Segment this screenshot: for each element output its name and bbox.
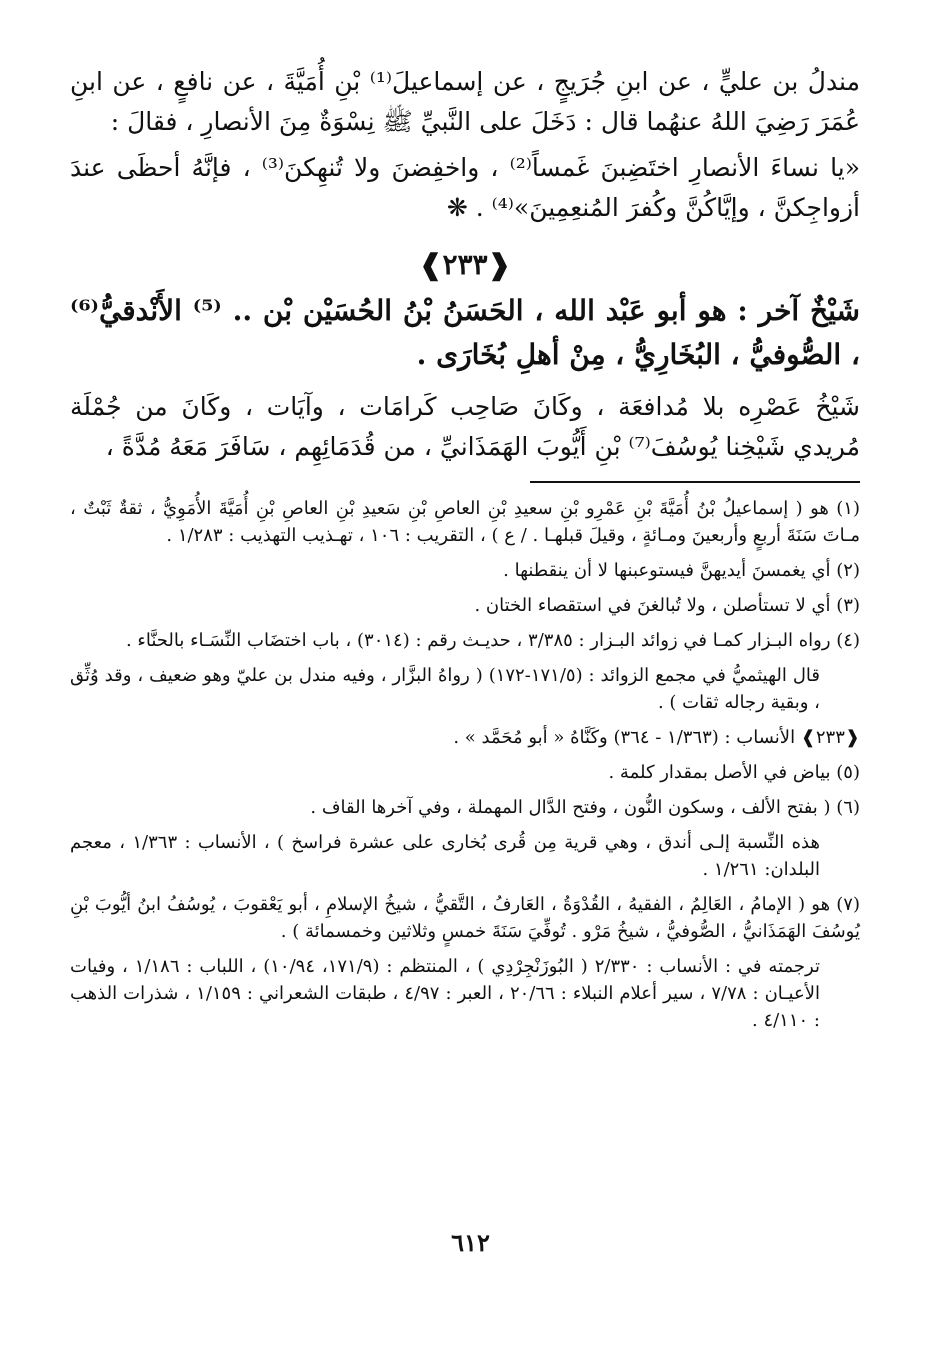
page-number: ٦١٢ xyxy=(451,1228,490,1257)
footnote-1: (١) هو ( إسماعيلُ بْنُ أُمَيَّةَ بْنِ عَمْرِو بْنِ سعيدِ بْنِ العاصِ بْنِ سَعيدِ بْنِ العاصِ بْنِ أُمَيَّةَ الأُمَوِيُّ ، ثقةٌ ثَبْتٌ ، مـاتَ سَنَةَ أربعٍ وأربعينَ ومـائةٍ ، وقيلَ قبلهـا . / ع ) ، التقريب : ١٠٦ ، تهـذيب التهذيب : ١/٢٨٣ . xyxy=(70,498,860,546)
footnote-6-continued: هذه النِّسبة إلـى أندق ، وهي قرية مِن قُرى بُخارى على عشرة فراسخ ) ، الأنساب : ١/٣٦٣ ، معجم البلدان: ١/٢٦١ . xyxy=(70,832,820,880)
entry-number: ❰٢٣٣❱ xyxy=(418,248,512,281)
hadith-chain-paragraph: مندلُ بن عليٍّ ، عن ابنِ جُرَيجٍ ، عن إسماعيلَ⁽¹⁾ بْنِ أُمَيَّةَ ، عن نافعٍ ، عن ابنِ عُمَرَ رَضِيَ اللهُ عنهُما قال : دَخَلَ على النَّبيِّ ﷺ نِسْوَةٌ مِنَ الأنصارِ ، فقالَ : xyxy=(70,67,860,136)
footnote-separator-wrap xyxy=(70,481,860,483)
footnotes xyxy=(70,495,860,1034)
footnote-3: (٣) أي لا تستأصلن ، ولا تُبالغنَ في استقصاء الختان . xyxy=(474,595,860,616)
entry-heading: شَيْخٌ آخر : هو أبو عَبْد الله ، الحَسَنُ بْنُ الحُسَيْن بْن .. ⁽⁵⁾ الأَنْدقيُّ⁽⁶⁾ ، الصُّوفيُّ ، البُخَارِيُّ ، مِنْ أهلِ بُخَارَى . xyxy=(70,294,860,371)
footnote-4-continued: قال الهيثميُّ في مجمع الزوائد : (١٧١/٥-١٧٢) ( رواهُ البزَّار ، وفيه مندل بن عليّ وهو ضعيف ، وقد وُثِّق ، وبقية رجاله ثقات ) . xyxy=(70,665,820,713)
footnote-6: (٦) ( بفتح الألف ، وسكون النُّون ، وفتح الدَّال المهملة ، وفي آخرها القاف . xyxy=(310,797,860,818)
footnote-2: (٢) أي يغمسنَ أيديهنَّ فيستوعبنها لا أن ينقطنها . xyxy=(503,560,860,581)
footnote-5: (٥) بياض في الأصل بمقدار كلمة . xyxy=(608,762,860,783)
page-content xyxy=(70,62,860,1042)
footnote-7-continued: ترجمته في : الأنساب : ٢/٣٣٠ ( البُوزَنْجِرْدِي ) ، المنتظم : (١٧١/٩، ١٠/٩٤) ، اللباب : ١/١٨٦ ، وفيات الأعيـان : ٧/٧٨ ، سير أعلام النبلاء : ٢٠/٦٦ ، العبر : ٤/٩٧ ، طبقات الشعراني : ١/١٥٩ ، شذرات الذهب : ٤/١١٠ . xyxy=(70,956,820,1031)
footnote-separator xyxy=(530,481,860,483)
entry-body: شَيْخُ عَصْرِه بلا مُدافعَة ، وكَانَ صَاحِب كَرامَات ، وآيَات ، وكَانَ من جُمْلَة مُريدي شَيْخِنا يُوسُفَ⁽⁷⁾ بْنِ أَيُّوبَ الهَمَذَانيِّ ، من قُدَمَائِهِم ، سَافَرَ مَعَهُ مُدَّةً ، xyxy=(70,392,860,461)
footnote-7: (٧) هو ( الإمامُ ، العَالِمُ ، الفقيهُ ، القُدْوَةُ ، العَارفُ ، التَّقيُّ ، شيخُ الإسلامِ ، أبو يَعْقوبَ ، يُوسُفُ ابنُ أيُّوبَ بْنِ يُوسُفَ الهَمَذَانيُّ ، الصُّوفيُّ ، شيخُ مَرْو . تُوفِّيَ سَنَةَ خمسٍ وثلاثين وخمسمائة ) . xyxy=(70,894,860,942)
hadith-quote-paragraph: «يا نساءَ الأنصارِ اختَضِبنَ غَمساً⁽²⁾ ، واخفِضنَ ولا تُنهِكنَ⁽³⁾ ، فإنَّهُ أحظَى عندَ أزواجِكنَّ ، وإيَّاكُنَّ وكُفرَ المُنعِمِينَ»⁽⁴⁾ . ❋ xyxy=(70,153,860,222)
footnote-4: (٤) رواه البـزار كمـا في زوائد البـزار : ٣/٣٨٥ ، حديـث رقم : (٣٠١٤) ، باب اختضَاب النِّسَـاء بالحنَّاء . xyxy=(125,630,860,651)
footnote-entry-233: ❰٢٣٣❱ الأنساب : (١/٣٦٣ - ٣٦٤) وكَنَّاهُ « أبو مُحَمَّد » . xyxy=(453,727,860,748)
